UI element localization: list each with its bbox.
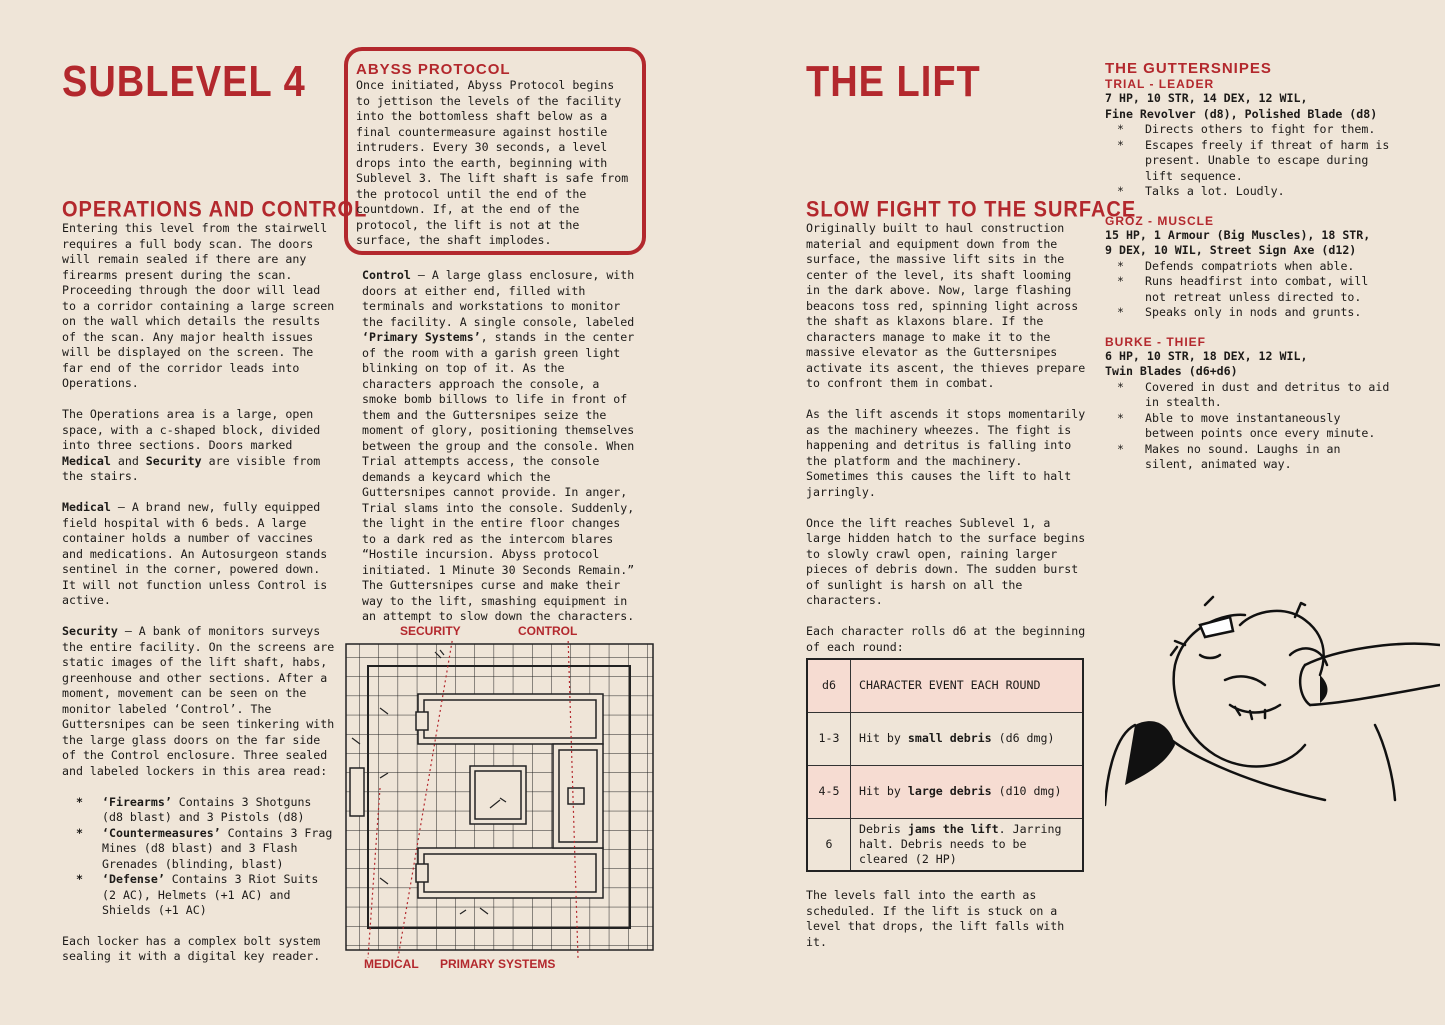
table-header-d6: d6 [807, 659, 851, 712]
abyss-text: Once initiated, Abyss Protocol begins to jettison the levels of the facility into the bottomless shaft below as a final countermeasure against hostile intruders. Every 30 seconds, a level drops into the earth, beginning with Sublevel 3. The lift shaft is safe from the protocol until the end of the countdown. If, at the end of the protocol, the lift is not at the surface, the shaft implodes. [356, 78, 629, 247]
ops-paragraph-1: Entering this level from the stairwell requires a full body scan. The doors will remain sealed if there are any firearms present during the scan. Proceeding through the door will lead to a corridor containing a large screen on the wall which details the results of the scan. Any major health issues will be displayed on the screen. The far end of the corridor leads into Operations. [62, 221, 335, 390]
operations-text [62, 221, 338, 980]
locker-paragraph: Each locker has a complex bolt system sealing it with a digital key reader. [62, 933, 321, 963]
list-item: * Talks a lot. Loudly. [1105, 184, 1395, 200]
control-paragraph: Control – A large glass enclosure, with doors at either end, filled with terminals and workstations to monitor the facility. A single console, labeled ‘Primary Systems’, stands in the center of the room with a garish green light blinking on top of it. As the characters approach the console, a smoke bomb billows to life in front of them and the Guttersnipes seize the moment of glory, positioning themselves between the group and the console. When Trial attempts access, the console demands a keycard which the Guttersnipes cannot provide. In anger, Trial slams into the console. Suddenly, the light in the entire floor changes to a dark red as the intercom blares “Hostile incursion. Abyss protocol initiated. 1 Minute 30 Seconds Remain.” The Guttersnipes curse and make their way to the lift, smashing equipment in an attempt to slow down the characters. [362, 268, 635, 623]
list-item: * Able to move instantaneously between points once every minute. [1105, 411, 1395, 442]
trial-name: TRIAL - LEADER [1105, 77, 1215, 91]
trial-traits [1105, 122, 1395, 200]
lift-paragraph-3: Once the lift reaches Sublevel 1, a large hidden hatch to the surface begins to slowly crawl open, raining larger pieces of debris down. The sudden burst of sunlight is harsh on all the characters. [806, 515, 1086, 607]
map-label-primary-systems: PRIMARY SYSTEMS [440, 957, 556, 971]
lift-paragraph-4: Each character rolls d6 at the beginning of each round: [806, 624, 1086, 654]
list-item: * ‘Countermeasures’ Contains 3 Frag Mines (d8 blast) and 3 Flash Grenades (blinding, blast) [62, 826, 338, 873]
list-item: * Directs others to fight for them. [1105, 122, 1395, 138]
event-table [806, 658, 1084, 872]
heading-operations: OPERATIONS AND CONTROL [62, 198, 368, 223]
table-header-event: CHARACTER EVENT EACH ROUND [851, 659, 1084, 712]
table-row: 1-3 Hit by small debris (d6 dmg) [807, 712, 1083, 765]
page-title-lift: THE LIFT [806, 58, 981, 107]
lift-paragraph-5: The levels fall into the earth as scheduled. If the lift is stuck on a level that drops, the lift falls with it. [806, 888, 1065, 949]
guttersnipes-column [1105, 60, 1395, 473]
map-label-control: CONTROL [518, 624, 578, 638]
list-item: * Escapes freely if threat of harm is present. Unable to escape during lift sequence. [1105, 138, 1395, 185]
burke-name: BURKE - THIEF [1105, 334, 1206, 349]
list-item: * ‘Defense’ Contains 3 Riot Suits (2 AC), Helmets (+1 AC) and Shields (+1 AC) [62, 872, 338, 919]
groz-traits [1105, 259, 1395, 321]
ops-paragraph-2: The Operations area is a large, open space, with a c-shaped block, divided into three sections. Doors marked Medical and Security are visible from the stairs. [62, 407, 321, 483]
burke-stats-2: Twin Blades (d6+d6) [1105, 364, 1238, 378]
groz-stats-1: 15 HP, 1 Armour (Big Muscles), 18 STR, [1105, 227, 1371, 242]
lift-paragraph-1: Originally built to haul construction material and equipment down from the surface, the massive lift sits in the center of the level, its shaft looming in the dark above. Now, large flashing beacons toss red, spinning light across the shaft as klaxons blare. If the characters manage to make it to the massive elevator as the Guttersnipes activate its ascent, the thieves prepare to confront them in combat. [806, 221, 1086, 390]
list-item: * Makes no sound. Laughs in an silent, animated way. [1105, 442, 1395, 473]
heading-slow-fight: SLOW FIGHT TO THE SURFACE [806, 198, 1137, 223]
medical-paragraph: Medical – A brand new, fully equipped field hospital with 6 beds. A large container holds a number of vaccines and medications. An Autosurgeon stands sentinel in the corner, powered down. It will not function unless Control is active. [62, 500, 328, 607]
list-item: * Covered in dust and detritus to aid in stealth. [1105, 380, 1395, 411]
map-label-security: SECURITY [400, 624, 461, 638]
list-item: * ‘Firearms’ Contains 3 Shotguns (d8 blast) and 3 Pistols (d8) [62, 795, 338, 826]
page-title-sublevel: SUBLEVEL 4 [62, 58, 306, 107]
event-table-wrap [806, 658, 1084, 872]
facility-map [340, 638, 660, 958]
burke-traits [1105, 380, 1395, 473]
table-row [807, 659, 1083, 712]
security-paragraph: Security – A bank of monitors surveys the entire facility. On the screens are static images of the lift shaft, habs, greenhouse and other sections. After a moment, movement can be seen on the monitor labeled ‘Control’. The Guttersnipes can be seen tinkering with the large glass doors on the far side of the Control enclosure. Three sealed and labeled lockers in this area read: [62, 624, 335, 778]
groz-stats-2: 9 DEX, 10 WIL, Street Sign Axe (d12) [1105, 243, 1357, 257]
guttersnipe-punch-illustration [1105, 585, 1440, 810]
lift-paragraph-2: As the lift ascends it stops momentarily as the machinery wheezes. The fight is happening and detritus is falling into the platform and the machinery. Sometimes this causes the lift to halt jarringly. [806, 407, 1086, 499]
burke-stats-1: 6 HP, 10 STR, 18 DEX, 12 WIL, [1105, 348, 1308, 363]
list-item: * Runs headfirst into combat, will not retreat unless directed to. [1105, 274, 1395, 305]
groz-name: GROZ - MUSCLE [1105, 213, 1214, 228]
lift-text [806, 221, 1088, 671]
trial-stats-2: Fine Revolver (d8), Polished Blade (d8) [1105, 106, 1378, 121]
list-item: * Speaks only in nods and grunts. [1105, 305, 1395, 321]
map-label-medical: MEDICAL [364, 957, 419, 971]
list-item: * Defends compatriots when able. [1105, 259, 1395, 275]
trial-stats-1: 7 HP, 10 STR, 14 DEX, 12 WIL, [1105, 91, 1308, 105]
table-row: 4-5 Hit by large debris (d10 dmg) [807, 765, 1083, 818]
table-row: 6 Debris jams the lift. Jarring halt. Debris needs to be cleared (2 HP) [807, 818, 1083, 871]
abyss-protocol-box [344, 47, 646, 255]
lockers-list [62, 795, 338, 919]
guttersnipes-heading: THE GUTTERSNIPES [1105, 60, 1272, 77]
abyss-heading: ABYSS PROTOCOL [356, 61, 511, 78]
